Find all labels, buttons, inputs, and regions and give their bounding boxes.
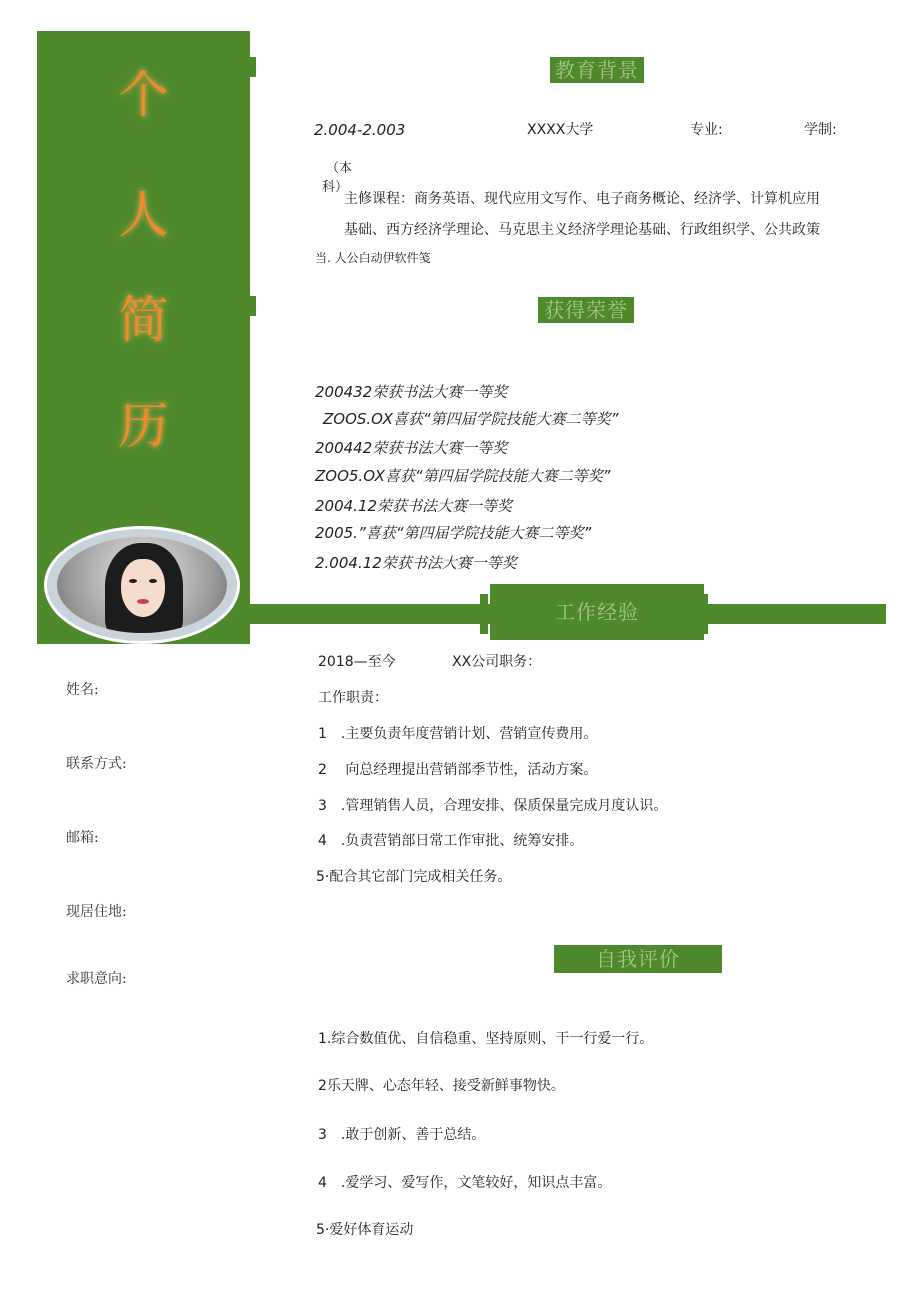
work-heading: 工作经验 xyxy=(490,584,704,640)
education-duration-label: 学制: xyxy=(804,122,837,138)
banner-notch xyxy=(250,57,256,77)
honor-item: ZOO5.OX喜获“第四届学院技能大赛二等奖” xyxy=(315,467,611,485)
portrait-photo-icon xyxy=(57,537,227,633)
work-duty: 3 .管理销售人员，合理安排、保质保量完成月度认识。 xyxy=(318,798,668,814)
self-eval-item: 5·爱好体育运动 xyxy=(316,1222,414,1238)
work-duty: 4 .负责营销部日常工作审批、统筹安排。 xyxy=(318,833,584,849)
honor-item: 2.004.12荣获书法大赛一等奖 xyxy=(315,554,517,572)
self-eval-item: 4 .爱学习、爱写作，文笔较好，知识点丰富。 xyxy=(318,1175,612,1191)
education-degree: （本 xyxy=(326,161,353,176)
job-intent-label: 求职意向: xyxy=(66,971,127,987)
education-heading: 教育背景 xyxy=(550,57,644,83)
title-char-1: 个 xyxy=(118,66,169,124)
name-label: 姓名: xyxy=(66,682,99,698)
self-eval-item: 3 .敢于创新、善于总结。 xyxy=(318,1127,486,1143)
honor-item: 2004.12荣获书法大赛一等奖 xyxy=(315,497,513,515)
self-eval-item: 1.综合数值优、自信稳重、坚持原则、干一行爱一行。 xyxy=(318,1031,654,1047)
title-char-2: 人 xyxy=(118,186,169,244)
address-label: 现居住地: xyxy=(66,904,127,920)
work-period: 2018—至今 xyxy=(318,654,396,670)
work-duty: 2 向总经理提出营销部季节性，活动方案。 xyxy=(318,762,598,778)
education-courses: 基础、西方经济学理论、马克思主义经济学理论基础、行政组织学、公共政策 xyxy=(344,222,820,238)
work-bar-bracket xyxy=(480,594,488,634)
education-degree: 科） xyxy=(322,180,349,195)
honor-item: ZOOS.OX喜获“第四届学院技能大赛二等奖” xyxy=(323,410,619,428)
honors-heading: 获得荣誉 xyxy=(538,297,634,323)
banner-notch xyxy=(250,296,256,316)
self-eval-heading: 自我评价 xyxy=(554,945,722,973)
education-period: 2.004-2.003 xyxy=(314,121,406,139)
profile-photo xyxy=(44,526,240,644)
title-char-3: 简 xyxy=(118,291,169,349)
education-courses: 当. 人公白动伊软件笺 xyxy=(315,251,431,265)
work-duties-label: 工作职责： xyxy=(318,690,388,706)
email-label: 邮箱: xyxy=(66,830,99,846)
work-duty: 5·配合其它部门完成相关任务。 xyxy=(316,869,512,885)
work-company: XX公司职务： xyxy=(452,654,542,670)
education-courses: 主修课程：商务英语、现代应用文写作、电子商务概论、经济学、计算机应用 xyxy=(344,191,820,207)
honor-item: 200432荣获书法大赛一等奖 xyxy=(315,383,508,401)
education-major-label: 专业: xyxy=(690,122,723,138)
honor-item: 200442荣获书法大赛一等奖 xyxy=(315,439,508,457)
self-eval-item: 2乐天牌、心态年轻、接受新鲜事物快。 xyxy=(318,1078,565,1094)
honor-item: 2005.”喜获“第四届学院技能大赛二等奖” xyxy=(315,524,592,542)
work-duty: 1 .主要负责年度营销计划、营销宣传费用。 xyxy=(318,726,598,742)
title-char-4: 历 xyxy=(118,397,169,455)
contact-label: 联系方式: xyxy=(66,756,127,772)
education-school: XXXX大学 xyxy=(527,122,594,138)
